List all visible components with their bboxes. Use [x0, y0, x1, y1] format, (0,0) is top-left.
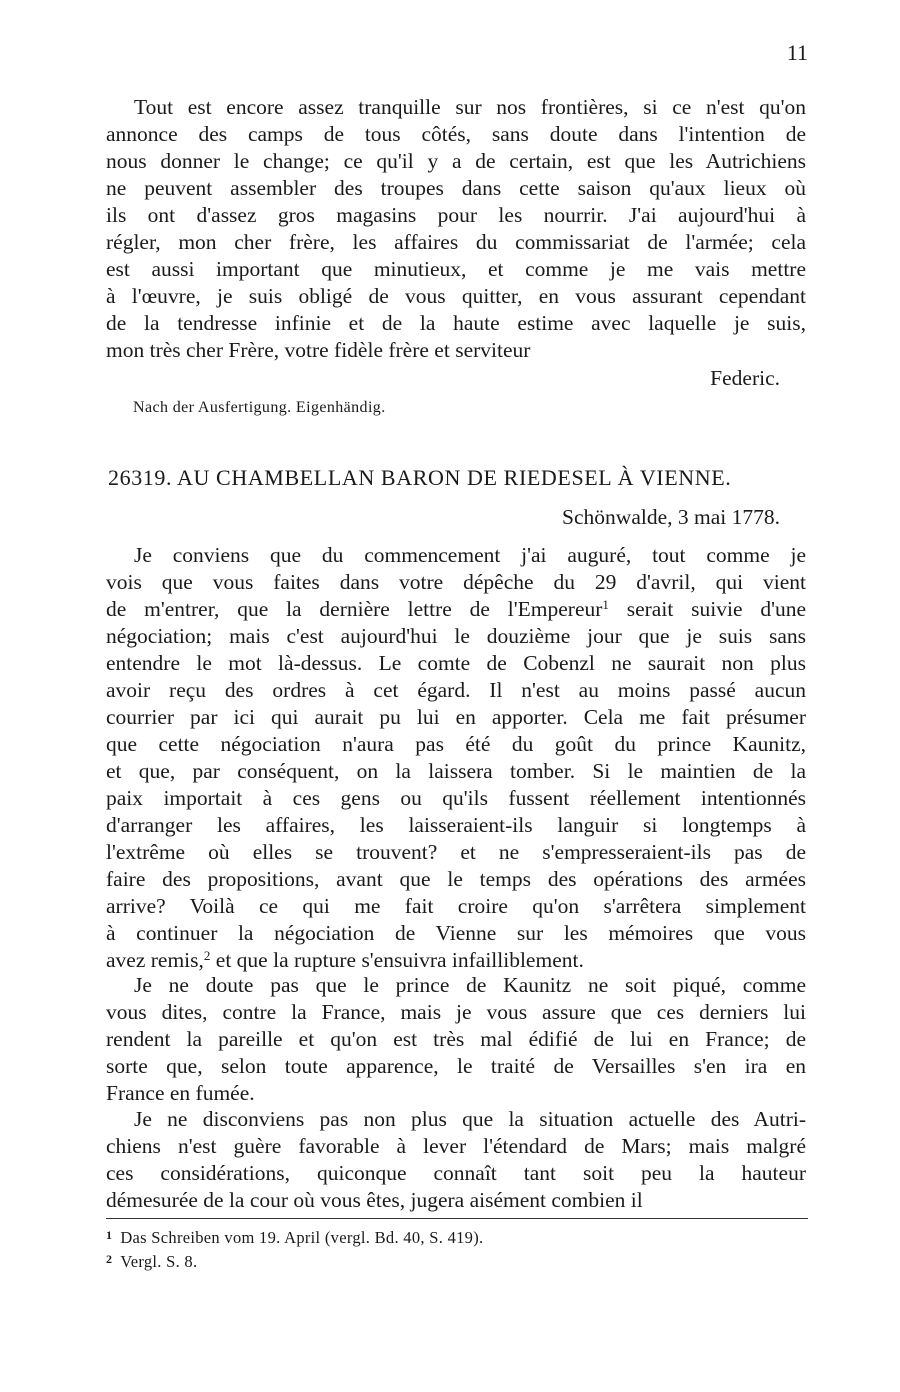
text-line — [106, 677, 806, 704]
text-segment: entendre le mot là-dessus. Le comte de Cobenzl ne saurait non plus — [106, 651, 806, 675]
text-line — [106, 758, 806, 785]
paragraph-4 — [106, 1106, 806, 1214]
text-line — [106, 623, 806, 650]
text-line: ils ont d'assez gros magasins pour les nourrir. J'ai aujourd'hui à — [106, 203, 806, 227]
paragraph-1 — [106, 94, 806, 364]
text-segment: d'arranger les affaires, les laisseraient-ils languir si longtemps à — [106, 813, 806, 837]
footnote-text: Das Schreiben vom 19. April (vergl. Bd. 40, S. 419). — [120, 1228, 484, 1247]
text-segment: négociation; mais c'est aujourd'hui le douzième jour que je suis sans — [106, 624, 806, 648]
letter-heading: 26319. AU CHAMBELLAN BARON DE RIEDESEL À VIENNE. — [108, 465, 732, 490]
text-segment: vois que vous faites dans votre dépêche du 29 d'avril, qui vient — [106, 570, 806, 594]
text-line — [106, 650, 806, 677]
text-segment: avez remis, — [106, 948, 204, 972]
text-line: est aussi important que minutieux, et comme je me vais mettre — [106, 257, 806, 281]
text-segment: avoir reçu des ordres à cet égard. Il n'est au moins passé aucun — [106, 678, 806, 702]
text-segment: serait suivie d'une — [608, 597, 806, 621]
text-line: vous dites, contre la France, mais je vous assure que ces derniers lui — [106, 1000, 806, 1024]
text-segment: arrive? Voilà ce qui me fait croire qu'on s'arrêtera simplement — [106, 894, 806, 918]
text-segment: et que, par conséquent, on la laissera tomber. Si le maintien de la — [106, 759, 806, 783]
text-line: annonce des camps de tous côtés, sans doute dans l'intention de — [106, 122, 806, 146]
text-line: France en fumée. — [106, 1081, 255, 1105]
text-segment: courrier par ici qui aurait pu lui en apporter. Cela me fait présumer — [106, 705, 806, 729]
text-line: démesurée de la cour où vous êtes, jugera aisément combien il — [106, 1188, 643, 1212]
text-line — [106, 569, 806, 596]
paragraph-3 — [106, 972, 806, 1107]
text-segment: de m'entrer, que la dernière lettre de l'Empereur — [106, 597, 603, 621]
text-line: de la tendresse infinie et de la haute estime avec laquelle je suis, — [106, 311, 806, 335]
footnote-1 — [106, 1228, 483, 1248]
footnote-rule — [106, 1218, 808, 1219]
text-line — [106, 920, 806, 947]
text-line: Tout est encore assez tranquille sur nos frontières, si ce n'est qu'on — [134, 95, 806, 119]
text-segment: et que la rupture s'ensuivra infailliblement. — [210, 948, 584, 972]
footnote-marker: 1 — [106, 1228, 113, 1242]
text-line: chiens n'est guère favorable à lever l'étendard de Mars; mais malgré — [106, 1134, 806, 1158]
text-line: Je ne doute pas que le prince de Kaunitz ne soit piqué, comme — [134, 973, 806, 997]
text-line — [106, 893, 806, 920]
text-line — [106, 839, 806, 866]
text-segment: à continuer la négociation de Vienne sur les mémoires que vous — [106, 921, 806, 945]
text-line — [106, 542, 806, 569]
text-line — [106, 866, 806, 893]
text-segment: Je conviens que du commencement j'ai auguré, tout comme je — [134, 543, 806, 567]
text-line: sorte que, selon toute apparence, le traité de Versailles s'en ira en — [106, 1054, 806, 1078]
text-segment: faire des propositions, avant que le temps des opérations des armées — [106, 867, 806, 891]
source-note: Nach der Ausfertigung. Eigenhändig. — [133, 399, 386, 416]
text-segment: l'extrême où elles se trouvent? et ne s'empresseraient-ils pas de — [106, 840, 806, 864]
text-line: régler, mon cher frère, les affaires du commissariat de l'armée; cela — [106, 230, 806, 254]
text-line: nous donner le change; ce qu'il y a de certain, est que les Autrichiens — [106, 149, 806, 173]
text-line: Je ne disconviens pas non plus que la situation actuelle des Autri- — [134, 1107, 806, 1131]
text-segment: que cette négociation n'aura pas été du goût du prince Kaunitz, — [106, 732, 806, 756]
text-line — [106, 812, 806, 839]
text-line — [106, 785, 806, 812]
text-line: à l'œuvre, je suis obligé de vous quitter, en vous assurant cependant — [106, 284, 806, 308]
text-line: mon très cher Frère, votre fidèle frère et serviteur — [106, 338, 531, 362]
signature: Federic. — [710, 366, 780, 390]
footnote-ref: 2 — [203, 948, 211, 963]
text-line — [106, 596, 806, 623]
paragraph-2 — [106, 542, 806, 974]
text-line — [106, 731, 806, 758]
place-date: Schönwalde, 3 mai 1778. — [562, 505, 780, 529]
footnote-marker: 2 — [106, 1252, 113, 1266]
text-line — [106, 704, 806, 731]
text-line: ces considérations, quiconque connaît tant soit peu la hauteur — [106, 1161, 806, 1185]
footnote-2 — [106, 1252, 197, 1272]
footnote-text: Vergl. S. 8. — [120, 1252, 198, 1271]
text-segment: paix importait à ces gens ou qu'ils fussent réellement intentionnés — [106, 786, 806, 810]
text-line: ne peuvent assembler des troupes dans cette saison qu'aux lieux où — [106, 176, 806, 200]
footnote-ref: 1 — [602, 597, 609, 612]
text-line — [106, 947, 806, 974]
page-number: 11 — [786, 40, 808, 65]
text-line: rendent la pareille et qu'on est très mal édifié de lui en France; de — [106, 1027, 806, 1051]
